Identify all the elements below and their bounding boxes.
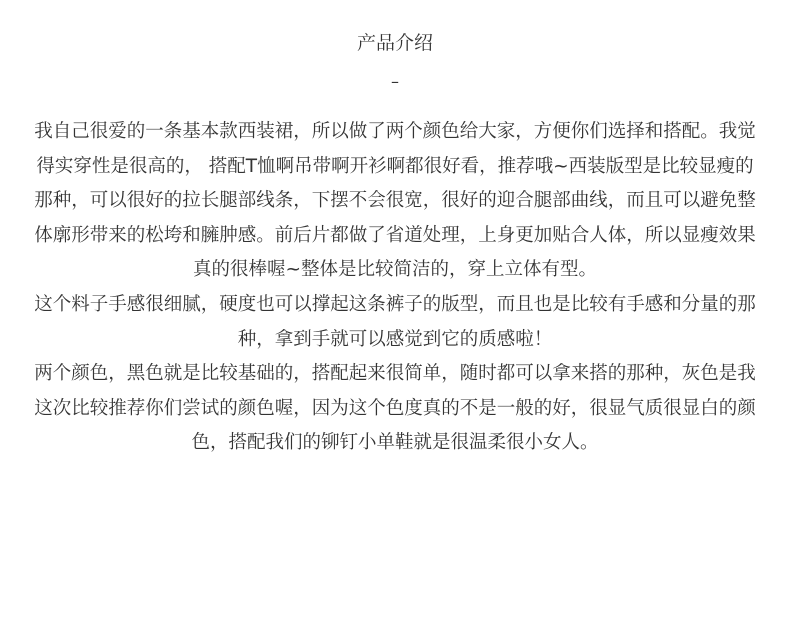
paragraph-colors: 两个颜色，黑色就是比较基础的，搭配起来很简单，随时都可以拿来搭的那种，灰色是我这次比较推荐你们尝试的颜色喔，因为这个色度真的不是一般的好，很显气质很显白的颜色，搭配我们的铆钉小单鞋就是很温柔很小女人。	[34, 363, 756, 454]
paragraph-design: 我自己很爱的一条基本款西装裙，所以做了两个颜色给大家，方便你们选择和搭配。我觉得实穿性是很高的， 搭配T恤啊吊带啊开衫啊都很好看，推荐哦~西装版型是比较显瘦的那种，可以很好的拉长腿部线条，下摆不会很宽，很好的迎合腿部曲线，而且可以避免整体廓形带来的松垮和臃肿感。前后片都做了省道处理，上身更加贴合人体，所以显瘦效果真的很棒喔~整体是比较简洁的，穿上立体有型。	[34, 121, 756, 281]
description-body	[30, 115, 760, 461]
page-title: 产品介绍	[356, 32, 433, 54]
title-divider: –	[391, 72, 399, 91]
paragraph-fabric: 这个料子手感很细腻，硬度也可以撑起这条裤子的版型，而且也是比较有手感和分量的那种，拿到手就可以感觉到它的质感啦！	[34, 293, 756, 350]
